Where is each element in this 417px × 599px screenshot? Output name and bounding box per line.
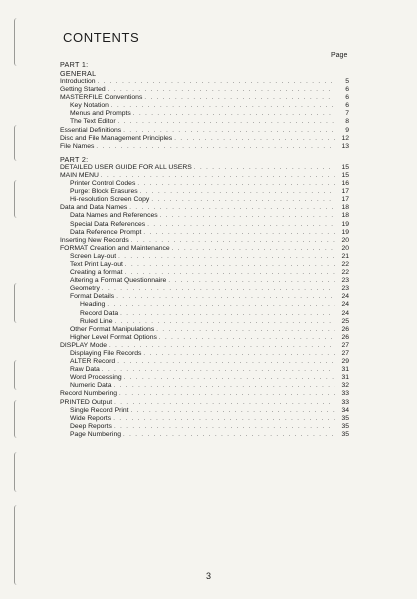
- toc-entry-page: 34: [341, 406, 349, 414]
- table-of-contents: [60, 60, 349, 439]
- toc-entry: [60, 188, 349, 196]
- dot-leader: [123, 127, 335, 135]
- toc-entry: [60, 204, 349, 212]
- toc-entry-label: Menus and Prompts: [70, 110, 131, 118]
- toc-entry-label: Ruled Line: [80, 317, 113, 325]
- toc-entry-label: Displaying File Records: [70, 350, 142, 357]
- toc-entry: [60, 127, 349, 135]
- dot-leader: [102, 285, 335, 293]
- toc-entry-label: Data and Data Names: [60, 204, 128, 212]
- toc-entry: [60, 135, 349, 143]
- toc-entry-page: 33: [341, 390, 349, 398]
- dot-leader: [107, 301, 335, 309]
- dot-leader: [151, 196, 335, 204]
- toc-entry-page: 17: [341, 196, 349, 204]
- dot-leader: [114, 382, 335, 390]
- toc-entry-label: Wide Reports: [70, 414, 112, 422]
- toc-entry-label: ALTER Record: [70, 358, 116, 366]
- toc-entry-label: Geometry: [70, 285, 100, 293]
- toc-entry-page: 23: [341, 277, 349, 285]
- toc-entry-page: 8: [345, 118, 349, 126]
- dot-leader: [114, 423, 335, 431]
- toc-entry-page: 31: [341, 366, 349, 374]
- toc-entry-label: Single Record Print: [70, 406, 129, 414]
- toc-entry: [60, 253, 349, 261]
- toc-entry: [60, 269, 349, 277]
- dot-leader: [140, 188, 335, 196]
- toc-entry: [60, 334, 349, 342]
- toc-entry-label: PRINTED Output: [60, 398, 113, 406]
- page-number: 3: [205, 571, 211, 581]
- toc-entry-page: 24: [341, 309, 349, 317]
- dot-leader: [124, 374, 335, 382]
- toc-entry: [60, 277, 349, 285]
- toc-entry: [60, 358, 349, 366]
- toc-entry-label: Special Data References: [70, 220, 146, 228]
- dot-leader: [114, 399, 335, 407]
- dot-leader: [143, 229, 335, 237]
- toc-entry: [60, 415, 349, 423]
- toc-entry: [60, 212, 349, 220]
- toc-entry: [60, 318, 349, 326]
- page-column-header: Page: [331, 52, 348, 59]
- toc-entry-page: 24: [341, 293, 349, 301]
- toc-entry-page: 24: [341, 301, 349, 309]
- toc-entry-label: Record Numbering: [60, 390, 118, 398]
- toc-entry-label: MASTERFILE Conventions: [60, 94, 143, 102]
- dot-leader: [98, 78, 335, 86]
- section-heading: GENERAL: [60, 69, 97, 78]
- dot-leader: [125, 269, 335, 277]
- toc-entry-page: 6: [345, 94, 349, 102]
- toc-entry: [60, 78, 349, 86]
- toc-entry: [60, 399, 349, 407]
- toc-entry-label: Screen Lay-out: [70, 252, 117, 260]
- toc-entry-label: MAIN MENU: [60, 171, 99, 179]
- part-heading: PART 1:: [60, 60, 89, 69]
- toc-entry-label: Heading: [80, 301, 106, 309]
- toc-entry-label: Word Processing: [70, 374, 122, 382]
- toc-entry-page: 23: [341, 285, 349, 293]
- toc-entry-page: 18: [341, 212, 349, 220]
- toc-entry-label: Data Reference Prompt: [70, 228, 142, 236]
- toc-entry-label: Inserting New Records: [60, 236, 129, 244]
- part-heading: PART 2:: [60, 154, 89, 164]
- toc-entry: [60, 423, 349, 431]
- toc-entry-page: 6: [345, 86, 349, 94]
- toc-entry: [60, 261, 349, 269]
- toc-entry: [60, 245, 349, 253]
- toc-entry-label: Altering a Format Questionnaire: [70, 277, 167, 285]
- toc-entry: [60, 301, 349, 309]
- toc-entry-label: Printer Control Codes: [70, 180, 136, 188]
- dot-leader: [118, 118, 335, 126]
- toc-entry: [60, 293, 349, 301]
- toc-entry-page: 6: [345, 102, 349, 110]
- dot-leader: [137, 180, 335, 188]
- toc-entry-page: 16: [341, 180, 349, 188]
- dot-leader: [101, 172, 335, 180]
- toc-entry-label: Purge: Block Erasures: [70, 188, 138, 196]
- toc-entry: [60, 390, 349, 398]
- dot-leader: [96, 143, 335, 151]
- dot-leader: [113, 415, 335, 423]
- toc-entry-label: Text Print Lay-out: [70, 260, 123, 268]
- toc-entry-label: Deep Reports: [70, 422, 112, 430]
- toc-entry-page: 29: [341, 358, 349, 366]
- dot-leader: [172, 245, 335, 253]
- toc-entry: [60, 374, 349, 382]
- toc-entry-page: 20: [341, 244, 349, 252]
- toc-entry: [60, 237, 349, 245]
- toc-entry: [60, 407, 349, 415]
- toc-entry-page: 22: [341, 260, 349, 268]
- dot-leader: [131, 237, 335, 245]
- dot-leader: [123, 431, 335, 439]
- toc-entry-label: DETAILED USER GUIDE FOR ALL USERS: [60, 163, 192, 171]
- toc-entry-page: 27: [341, 341, 349, 349]
- toc-entry: [60, 229, 349, 237]
- toc-entry-label: Getting Started: [60, 86, 106, 94]
- toc-entry: [60, 94, 349, 102]
- toc-entry-label: Disc and File Management Principles: [60, 134, 173, 142]
- toc-entry-label: Data Names and References: [70, 212, 158, 220]
- toc-entry-label: Other Format Manipulations: [70, 325, 155, 333]
- toc-entry: [60, 110, 349, 118]
- dot-leader: [117, 358, 335, 366]
- dot-leader: [147, 221, 335, 229]
- toc-entry: [60, 196, 349, 204]
- toc-entry-label: Raw Data: [70, 366, 100, 374]
- toc-entry-page: 21: [341, 252, 349, 260]
- toc-entry-label: Higher Level Format Options: [70, 333, 157, 341]
- toc-entry: [60, 86, 349, 94]
- toc-entry-page: 35: [341, 422, 349, 430]
- toc-entry-page: 7: [345, 110, 349, 118]
- toc-entry: [60, 382, 349, 390]
- dot-leader: [125, 261, 335, 269]
- toc-entry-page: 15: [341, 163, 349, 171]
- dot-leader: [133, 110, 335, 118]
- dot-leader: [116, 293, 335, 301]
- toc-entry-page: 5: [345, 78, 349, 85]
- toc-entry-label: Record Data: [80, 309, 119, 317]
- toc-entry-label: Page Numbering: [70, 430, 122, 438]
- toc-entry-page: 35: [341, 430, 349, 438]
- toc-entry: [60, 102, 349, 110]
- toc-entry-label: The Text Editor: [70, 118, 116, 126]
- toc-entry-page: 20: [341, 236, 349, 244]
- dot-leader: [159, 334, 335, 342]
- page-title: CONTENTS: [63, 30, 140, 45]
- toc-entry: [60, 172, 349, 180]
- toc-entry: [60, 221, 349, 229]
- toc-entry: [60, 164, 349, 172]
- toc-entry-page: 13: [341, 142, 349, 150]
- toc-entry-page: 9: [345, 126, 349, 134]
- dot-leader: [156, 326, 335, 334]
- toc-entry-page: 33: [341, 398, 349, 406]
- toc-entry: [60, 350, 349, 358]
- toc-entry-page: 19: [341, 228, 349, 236]
- toc-entry-label: Format Details: [70, 293, 115, 301]
- toc-entry-label: Introduction: [60, 78, 96, 85]
- toc-entry-page: 26: [341, 333, 349, 341]
- dot-leader: [194, 164, 335, 172]
- dot-leader: [144, 94, 335, 102]
- dot-leader: [108, 86, 335, 94]
- dot-leader: [118, 253, 335, 261]
- toc-entry: [60, 431, 349, 439]
- toc-entry-page: 31: [341, 374, 349, 382]
- toc-entry-page: 27: [341, 350, 349, 357]
- dot-leader: [115, 318, 336, 326]
- toc-entry-page: 32: [341, 382, 349, 390]
- dot-leader: [109, 342, 335, 350]
- toc-entry: [60, 285, 349, 293]
- toc-entry-label: Creating a format: [70, 269, 123, 277]
- toc-entry: [60, 326, 349, 334]
- toc-entry-page: 26: [341, 325, 349, 333]
- dot-leader: [143, 350, 335, 358]
- dot-leader: [129, 204, 335, 212]
- dot-leader: [120, 310, 335, 318]
- dot-leader: [102, 366, 335, 374]
- toc-entry: [60, 342, 349, 350]
- toc-entry-page: 22: [341, 269, 349, 277]
- dot-leader: [168, 277, 335, 285]
- toc-entry-label: DISPLAY Mode: [60, 341, 107, 349]
- toc-entry: [60, 143, 349, 151]
- toc-entry-label: FORMAT Creation and Maintenance: [60, 244, 170, 252]
- dot-leader: [111, 102, 335, 110]
- toc-entry-label: File Names: [60, 142, 95, 150]
- toc-entry: [60, 310, 349, 318]
- spiral-binding: [0, 0, 40, 599]
- dot-leader: [131, 407, 335, 415]
- dot-leader: [119, 390, 335, 398]
- toc-entry-label: Hi-resolution Screen Copy: [70, 196, 150, 204]
- toc-entry-label: Numeric Data: [70, 382, 112, 390]
- toc-entry-label: Key Notation: [70, 102, 109, 110]
- toc-entry-page: 35: [341, 414, 349, 422]
- toc-entry-page: 15: [341, 171, 349, 179]
- toc-entry: [60, 180, 349, 188]
- toc-entry-page: 19: [341, 220, 349, 228]
- toc-entry: [60, 118, 349, 126]
- toc-entry-page: 17: [341, 188, 349, 196]
- toc-entry-page: 12: [341, 134, 349, 142]
- toc-entry: [60, 366, 349, 374]
- dot-leader: [174, 135, 335, 143]
- dot-leader: [160, 212, 335, 220]
- toc-entry-page: 25: [341, 317, 349, 325]
- toc-entry-page: 18: [341, 204, 349, 212]
- toc-entry-label: Essential Definitions: [60, 126, 122, 134]
